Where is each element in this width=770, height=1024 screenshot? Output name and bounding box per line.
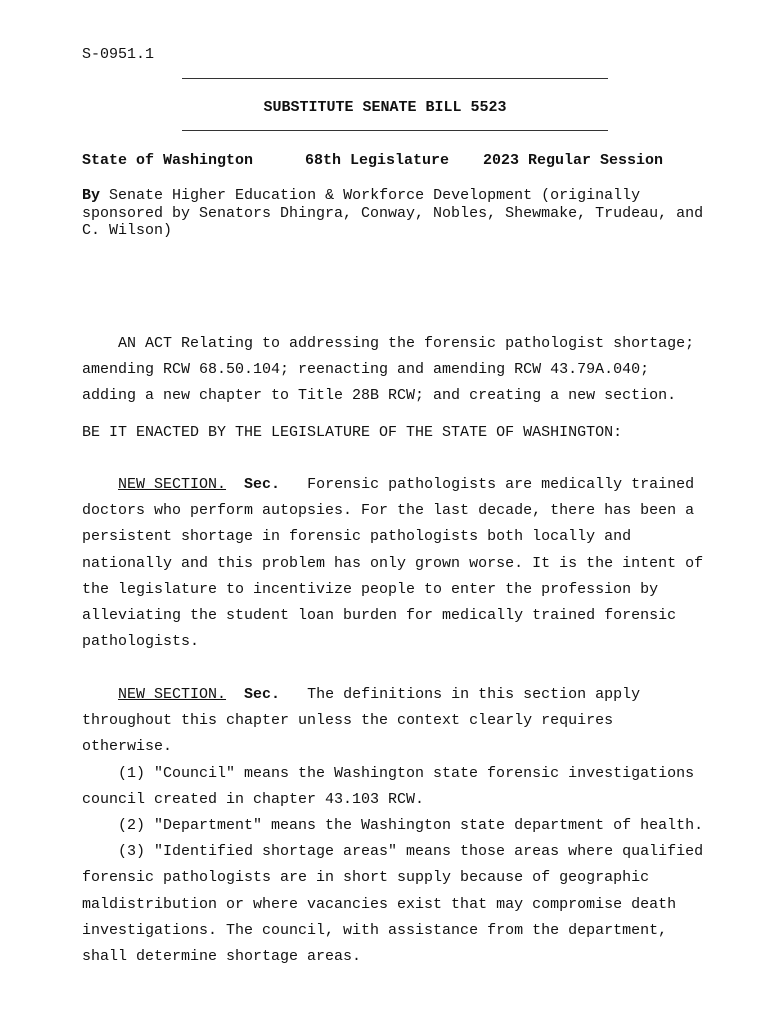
enacting-clause: BE IT ENACTED BY THE LEGISLATURE OF THE STATE OF WASHINGTON: bbox=[82, 424, 623, 441]
section-1-line: persistent shortage in forensic pathologists both locally and bbox=[82, 528, 632, 546]
section-1 bbox=[82, 472, 722, 655]
definition-3-continuation: investigations. The council, with assistance from the department, bbox=[82, 921, 668, 939]
bill-title: SUBSTITUTE SENATE BILL 5523 bbox=[263, 99, 507, 116]
document-id: S-0951.1 bbox=[82, 46, 155, 63]
definition-3-continuation: forensic pathologists are in short supply because of geographic bbox=[82, 869, 650, 887]
section-1-line: alleviating the student loan burden for medically trained forensic bbox=[82, 607, 677, 625]
new-section-label: NEW SECTION. bbox=[118, 686, 227, 703]
session-label: 2023 Regular Session bbox=[483, 152, 664, 169]
act-title-paragraph bbox=[82, 331, 722, 410]
section-2-heading-line bbox=[82, 682, 722, 708]
definition-1: (1) "Council" means the Washington state forensic investigations bbox=[118, 764, 695, 782]
section-2 bbox=[82, 682, 722, 970]
sponsor-block bbox=[82, 187, 722, 240]
sponsor-line-1 bbox=[82, 187, 722, 205]
title-rule-bottom bbox=[182, 130, 608, 131]
sec-label: Sec. bbox=[244, 686, 281, 703]
act-line: amending RCW 68.50.104; reenacting and amending RCW 43.79A.040; bbox=[82, 361, 650, 379]
sec-label: Sec. bbox=[244, 476, 281, 493]
title-rule-top bbox=[182, 78, 608, 79]
section-1-line: doctors who perform autopsies. For the last decade, there has been a bbox=[82, 502, 695, 520]
sponsor-by-label: By bbox=[82, 187, 101, 204]
section-1-line: pathologists. bbox=[82, 633, 200, 651]
sponsor-line-3: C. Wilson) bbox=[82, 222, 173, 239]
section-1-first-text: Forensic pathologists are medically trained bbox=[307, 476, 695, 493]
definition-1-continuation: council created in chapter 43.103 RCW. bbox=[82, 790, 425, 808]
state-label: State of Washington bbox=[82, 152, 254, 169]
definition-3: (3) "Identified shortage areas" means those areas where qualified bbox=[118, 843, 704, 861]
act-line: adding a new chapter to Title 28B RCW; and creating a new section. bbox=[82, 387, 677, 405]
section-1-heading-line bbox=[82, 472, 722, 498]
section-2-first-text: The definitions in this section apply bbox=[307, 686, 641, 703]
section-1-line: the legislature to incentivize people to enter the profession by bbox=[82, 580, 659, 598]
sponsor-line-2: sponsored by Senators Dhingra, Conway, Nobles, Shewmake, Trudeau, and bbox=[82, 204, 704, 222]
section-2-line: throughout this chapter unless the context clearly requires bbox=[82, 712, 614, 730]
sponsor-text: Senate Higher Education & Workforce Development (originally bbox=[109, 187, 641, 204]
definition-3-continuation: maldistribution or where vacancies exist that may compromise death bbox=[82, 895, 677, 913]
definition-2: (2) "Department" means the Washington state department of health. bbox=[118, 817, 704, 835]
new-section-label: NEW SECTION. bbox=[118, 476, 227, 493]
definition-3-continuation: shall determine shortage areas. bbox=[82, 948, 362, 966]
section-1-line: nationally and this problem has only grown worse. It is the intent of bbox=[82, 554, 704, 572]
legislature-label: 68th Legislature bbox=[305, 152, 450, 169]
act-line: AN ACT Relating to addressing the forensic pathologist shortage; bbox=[118, 335, 695, 352]
section-2-line: otherwise. bbox=[82, 738, 173, 756]
